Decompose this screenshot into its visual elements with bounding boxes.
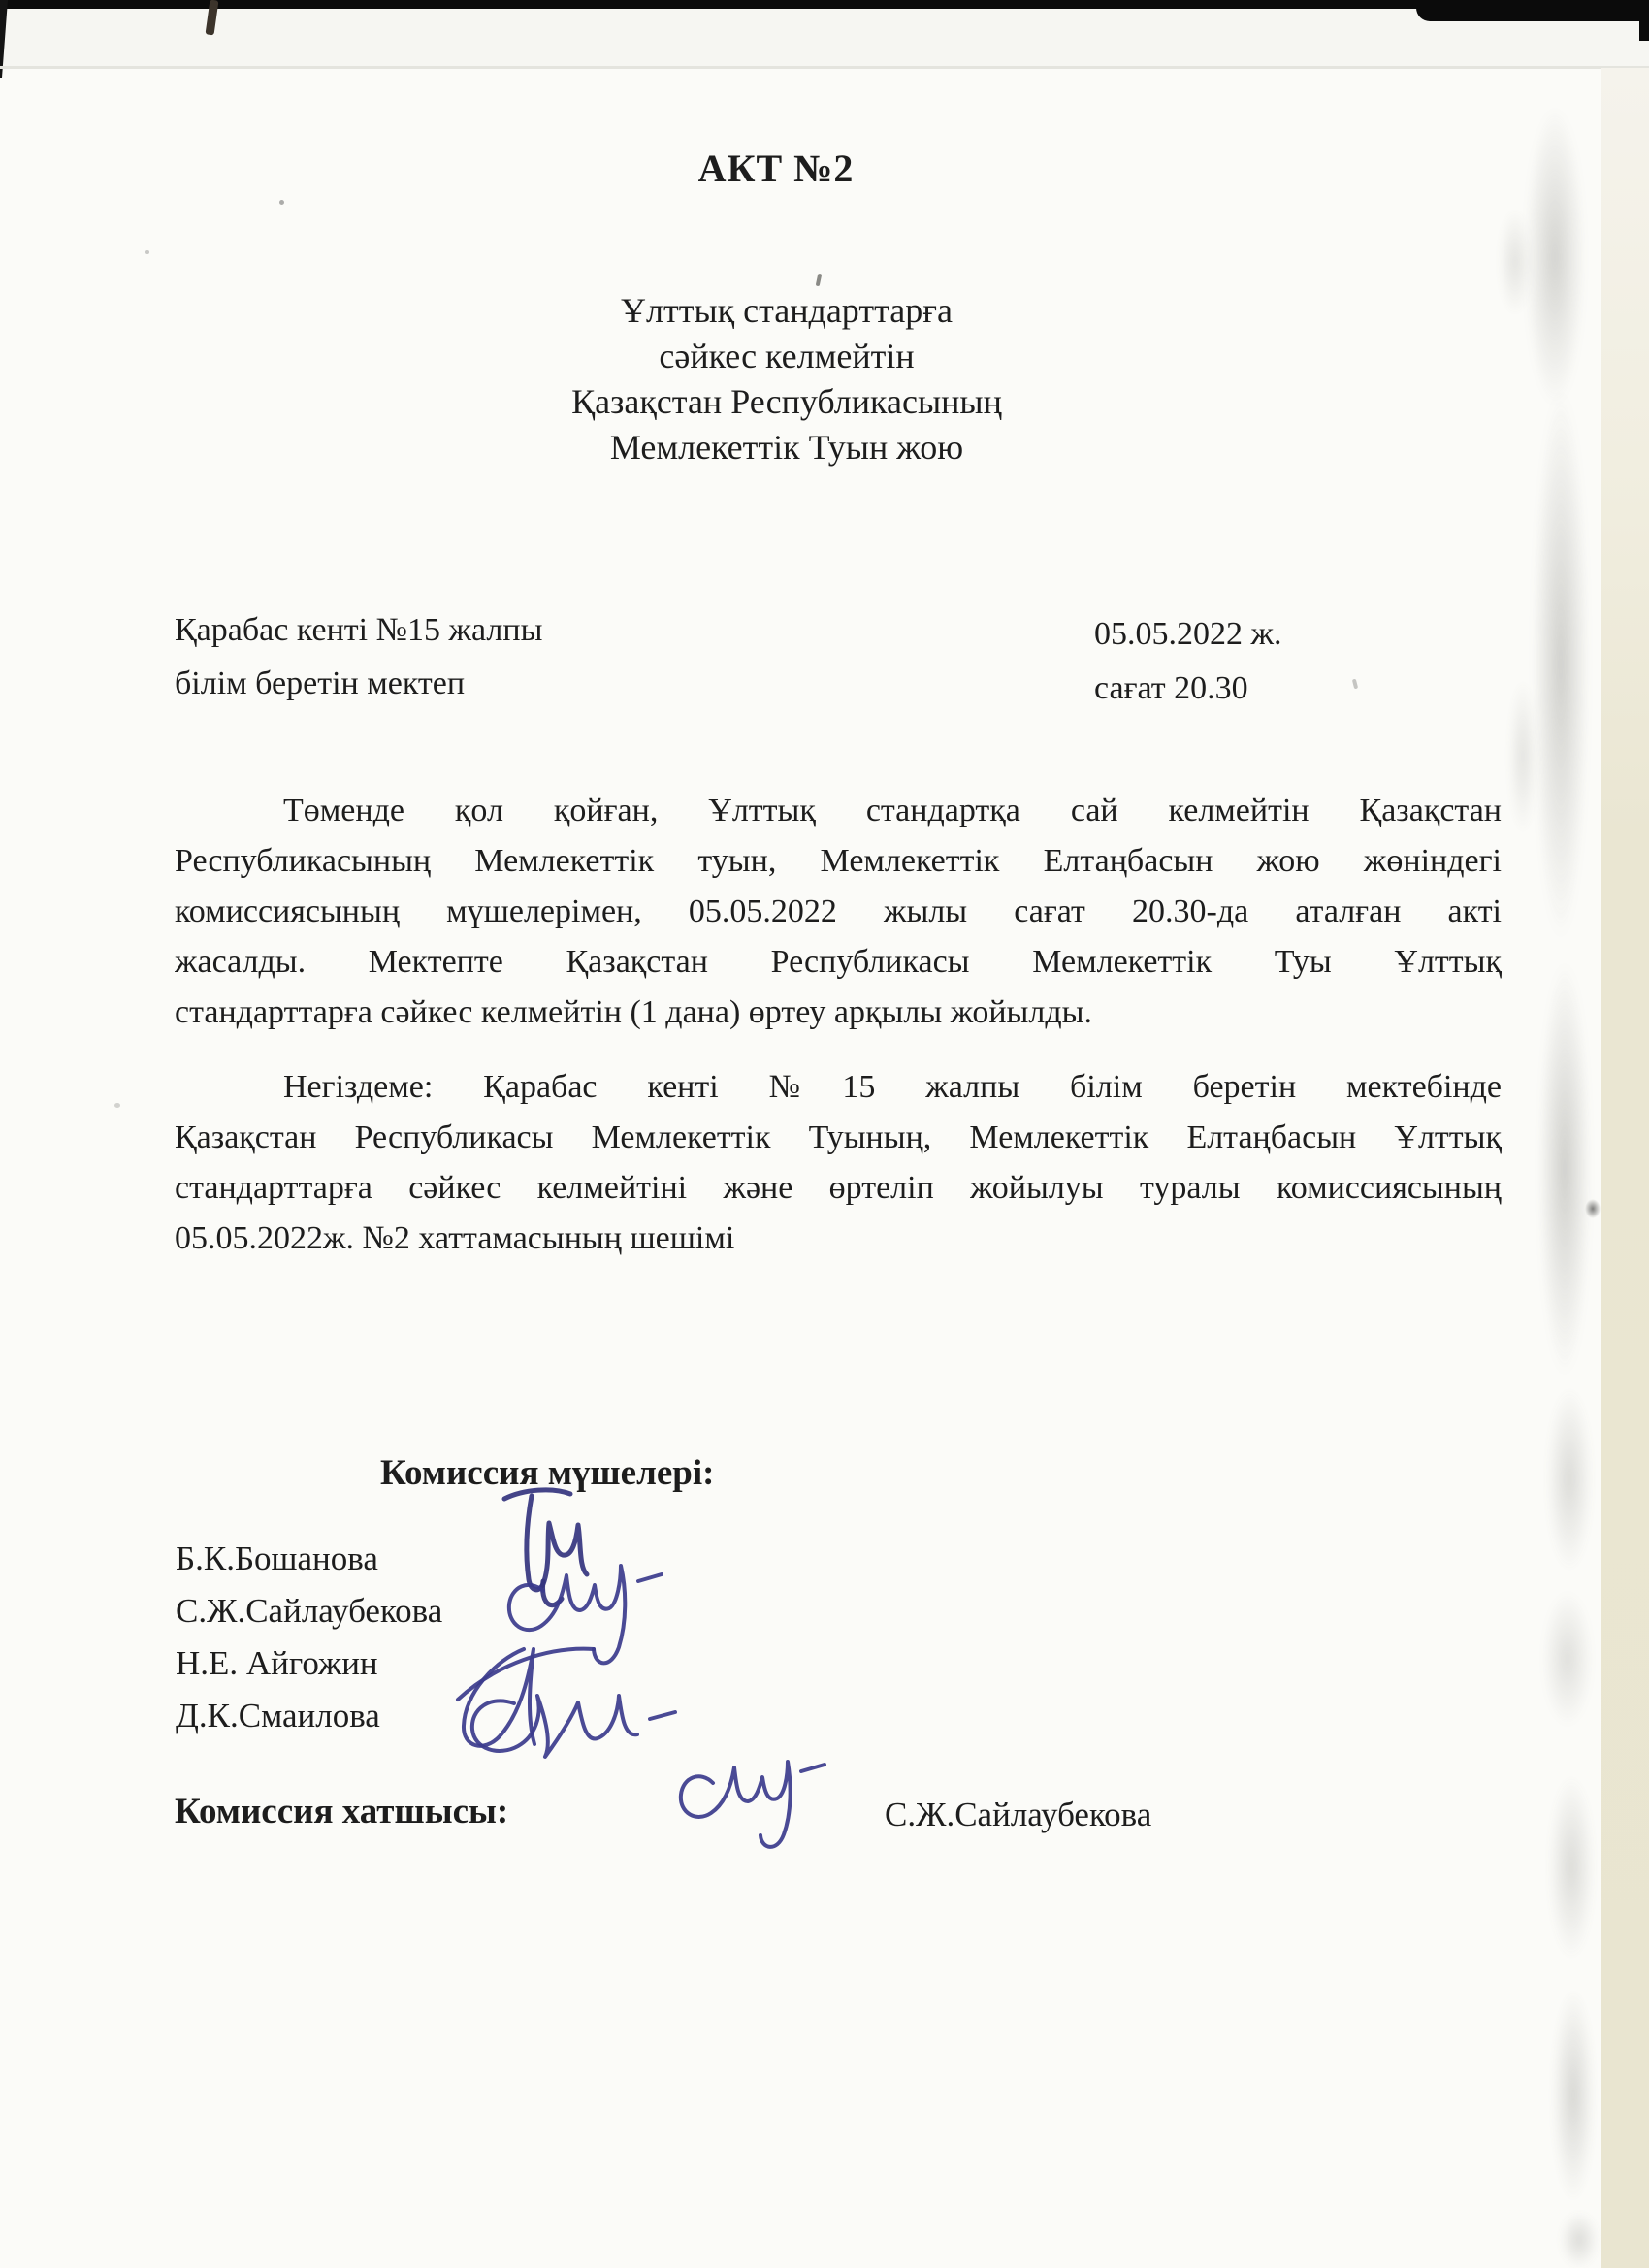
- paragraph-line: стандарттарға сәйкес келмейтін (1 дана) өртеу арқылы жойылды.: [175, 994, 1092, 1030]
- scan-speck: [146, 250, 149, 254]
- paragraph-line: комиссиясының мүшелерімен, 05.05.2022 жылы сағат 20.30-да аталған акті: [175, 893, 1502, 929]
- paragraph-line: стандарттарға сәйкес келмейтіні және өртеліп жойылуы туралы комиссиясының: [175, 1170, 1502, 1206]
- paragraph-1: [175, 793, 1502, 1045]
- scan-speck: [114, 1103, 120, 1108]
- commission-members-list: [176, 1533, 442, 1742]
- signature-aigozhin-ink: [458, 1649, 594, 1746]
- subtitle-line: сәйкес келмейтін: [659, 337, 915, 375]
- commission-secretary-label: Комиссия хатшысы:: [175, 1792, 509, 1831]
- scan-tick: [816, 274, 823, 287]
- paragraph-line: Республикасының Мемлекеттік туын, Мемлекеттік Елтаңбасын жою жөніндегі: [175, 843, 1502, 879]
- scan-speck: [1352, 679, 1358, 690]
- signature-sailaubekova-ink: [509, 1566, 662, 1663]
- member-name: Н.Е. Айгожин: [176, 1644, 378, 1682]
- paragraph-2: [175, 1069, 1502, 1271]
- scan-smudge: [1552, 1989, 1595, 2202]
- signature-secretary-ink: [681, 1762, 824, 1847]
- paragraph-line: Негіздеме: Қарабас кенті №15 жалпы білім беретін мектебінде: [283, 1069, 1502, 1105]
- subtitle-line: Қазақстан Республикасының: [571, 382, 1002, 421]
- scan-smudge: [1548, 1775, 1595, 1960]
- paper-right-edge: [1600, 68, 1649, 2268]
- paper-edge-shadow: [0, 66, 1649, 69]
- organization-block: [175, 603, 542, 710]
- scan-smudge: [1560, 2212, 1599, 2268]
- paragraph-line: 05.05.2022ж. №2 хаттамасының шешімі: [175, 1220, 735, 1256]
- scan-smudge: [1546, 1387, 1593, 1571]
- member-name: Д.К.Смаилова: [176, 1697, 380, 1734]
- organization-line: Қарабас кенті №15 жалпы: [175, 612, 543, 648]
- scan-smudge: [1538, 960, 1591, 1377]
- scanner-top-band: [0, 0, 1649, 68]
- subtitle-line: Ұлттық стандарттарға: [621, 291, 953, 330]
- member-name: С.Ж.Сайлаубекова: [176, 1592, 443, 1630]
- subtitle-line: Мемлекеттік Туын жою: [609, 428, 964, 467]
- commission-members-heading: Комиссия мүшелері:: [380, 1453, 715, 1493]
- signature-monogram-ink: [504, 1490, 587, 1605]
- paragraph-line: Қазақстан Республикасы Мемлекеттік Туының, Мемлекеттік Елтаңбасын Ұлттық: [175, 1119, 1502, 1155]
- document-subtitle: [0, 288, 1573, 470]
- scan-smudge: [1508, 679, 1537, 834]
- scan-smudge: [1533, 388, 1589, 941]
- datetime-block: [1094, 607, 1282, 716]
- signature-smailova-ink: [472, 1696, 675, 1757]
- scan-speck: [279, 200, 284, 205]
- page-title: АКТ №2: [697, 146, 855, 190]
- scan-edge-top-right: [1416, 0, 1649, 21]
- date-line: 05.05.2022 ж.: [1094, 616, 1282, 652]
- scan-edge-top: [0, 0, 1649, 9]
- paragraph-line: Төменде қол қойған, Ұлттық стандартқа сай келмейтін Қазақстан: [283, 793, 1502, 828]
- commission-secretary-name: С.Ж.Сайлаубекова: [885, 1796, 1152, 1833]
- scan-smudge: [1542, 1591, 1593, 1727]
- scan-edge-top-right-corner: [1639, 0, 1649, 41]
- organization-line: білім беретін мектеп: [175, 665, 466, 701]
- time-line: сағат 20.30: [1094, 670, 1248, 706]
- paragraph-line: жасалды. Мектепте Қазақстан Республикасы Мемлекеттік Туы Ұлттық: [175, 944, 1502, 980]
- member-name: Б.К.Бошанова: [176, 1539, 378, 1577]
- scan-spot: [1585, 1199, 1600, 1218]
